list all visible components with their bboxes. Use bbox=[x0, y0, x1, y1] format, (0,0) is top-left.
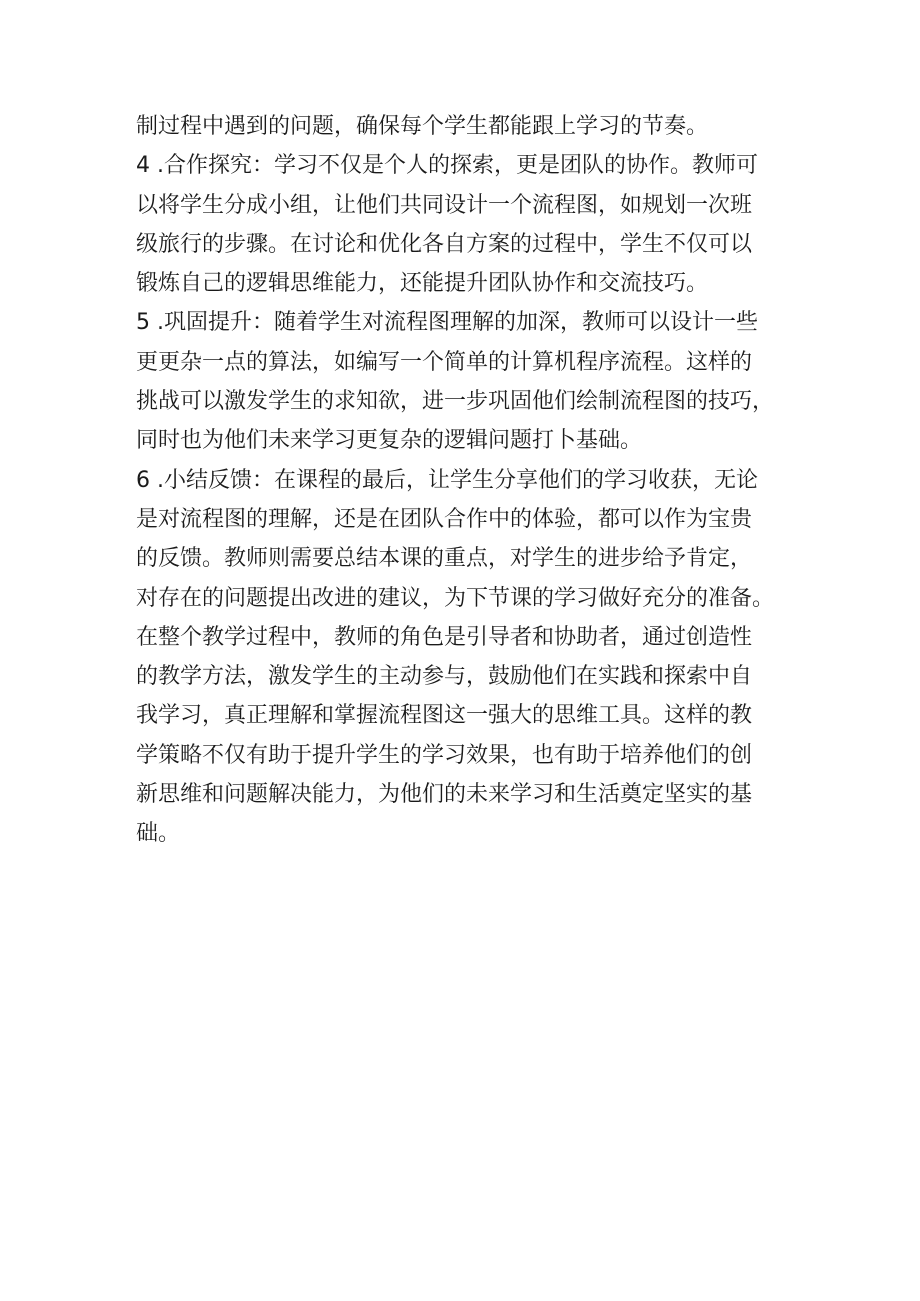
text-line: 新思维和问题解决能力，为他们的未来学习和生活奠定坚实的基 bbox=[136, 782, 753, 808]
text-line: 同时也为他们未来学习更复杂的逻辑问题打卜基础。 bbox=[136, 428, 643, 454]
text-line: 6 .小结反馈：在课程的最后，让学生分享他们的学习收获，无论 bbox=[136, 467, 758, 493]
text-line: 级旅行的步骤。在讨论和优化各自方案的过程中，学生不仅可以 bbox=[136, 231, 753, 257]
text-line: 以将学生分成小组，让他们共同设计一个流程图，如规划一次班 bbox=[136, 192, 753, 218]
text-line: 础。 bbox=[136, 821, 181, 847]
text-line: 是对流程图的理解，还是在团队合作中的体验，都可以作为宝贵 bbox=[136, 506, 753, 532]
text-line: 更更杂一点的算法，如编写一个简单的计算机程序流程。这样的 bbox=[136, 349, 753, 375]
text-line: 的教学方法，激发学生的主动参与，鼓励他们在实践和探索中自 bbox=[136, 664, 753, 690]
text-line: 5 .巩固提升：随着学生对流程图理解的加深，教师可以设计一些 bbox=[136, 310, 758, 336]
text-line: 挑战可以激发学生的求知欲，进一步巩固他们绘制流程图的技巧， bbox=[136, 389, 775, 415]
text-line: 我学习，真正理解和掌握流程图这一强大的思维工具。这样的教 bbox=[136, 703, 753, 729]
text-line: 对存在的问题提出改进的建议，为下节课的学习做好充分的准备。 bbox=[136, 585, 775, 611]
document-body bbox=[136, 107, 796, 854]
text-line: 的反馈。教师则需要总结本课的重点，对学生的进步给予肯定， bbox=[136, 546, 753, 572]
text-line: 制过程中遇到的问题，确保每个学生都能跟上学习的节奏。 bbox=[136, 114, 709, 139]
text-line: 在整个教学过程中，教师的角色是引导者和协助者，通过创造性 bbox=[136, 624, 753, 650]
text-line: 4 .合作探究：学习不仅是个人的探索，更是团队的协作。教师可 bbox=[136, 153, 758, 179]
text-line: 学策略不仅有助于提升学生的学习效果，也有助于培养他们的创 bbox=[136, 742, 753, 768]
text-line: 锻炼自己的逻辑思维能力，还能提升团队协作和交流技巧。 bbox=[136, 271, 709, 297]
